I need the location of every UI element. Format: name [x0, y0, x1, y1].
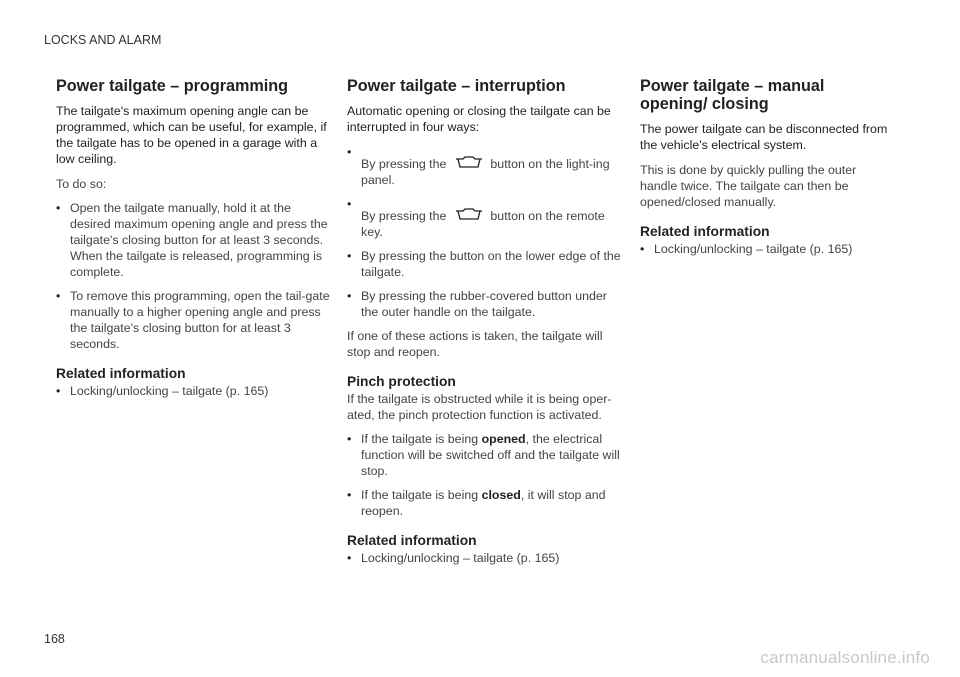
list-item — [347, 196, 625, 240]
lead-paragraph: Automatic opening or closing the tailgate can be interrupted in four ways: — [347, 104, 611, 134]
footer-watermark: carmanualsonline.info — [760, 648, 930, 667]
column-manual — [640, 77, 892, 265]
lead-paragraph: The tailgate's maximum opening angle can be programmed, which can be useful, for example, if the tailgate has to be opened in a garage with a low ceiling. — [56, 104, 327, 166]
bold-term: closed — [481, 488, 521, 502]
tailgate-icon — [454, 208, 484, 222]
bullet: • — [347, 197, 352, 211]
bullet-list — [347, 144, 625, 320]
body-paragraph: If the tailgate is obstructed while it is being oper-ated, the pinch protection function is activated. — [347, 392, 612, 422]
bullet: • — [640, 242, 645, 256]
related-list — [56, 383, 334, 399]
tailgate-icon — [454, 156, 484, 170]
bullet-list — [347, 431, 625, 519]
list-item — [347, 248, 625, 280]
list-item-text: By pressing the — [361, 209, 447, 223]
bullet: • — [347, 551, 352, 565]
bold-term: opened — [481, 432, 526, 446]
list-item-text: By pressing the button on the lower edge of the tailgate. — [361, 249, 621, 279]
body-paragraph: If one of these actions is taken, the tailgate will stop and reopen. — [347, 329, 603, 359]
bullet: • — [347, 145, 352, 159]
related-link[interactable] — [640, 241, 892, 257]
bullet: • — [56, 289, 61, 303]
list-item-text: To remove this programming, open the tail-gate manually to a higher opening angle and press the tailgate's closing button for at least 3 seconds. — [70, 289, 330, 351]
page-number: 168 — [44, 632, 65, 646]
section-title: Power tailgate – manual opening/ closing — [640, 77, 825, 113]
related-list — [347, 550, 625, 566]
lead-paragraph: The power tailgate can be disconnected from the vehicle's electrical system. — [640, 122, 888, 152]
related-link[interactable] — [347, 550, 625, 566]
section-header: LOCKS AND ALARM — [44, 33, 162, 47]
list-item-text: By pressing the — [361, 157, 447, 171]
list-item — [56, 288, 334, 352]
list-item — [347, 487, 625, 519]
bullet: • — [347, 488, 352, 502]
list-item-text: By pressing the rubber-covered button under the outer handle on the tailgate. — [361, 289, 607, 319]
bullet: • — [347, 289, 352, 303]
list-item-text: button on the remote key. — [361, 209, 605, 239]
list-item-text: button on the light-ing panel. — [361, 157, 610, 187]
section-title: Power tailgate – interruption — [347, 77, 566, 95]
bullet: • — [56, 384, 61, 398]
related-link-text[interactable]: Locking/unlocking – tailgate (p. 165) — [70, 384, 269, 398]
body-paragraph: This is done by quickly pulling the outer handle twice. The tailgate can then be opened/closed manually. — [640, 163, 857, 209]
list-item-text: , it will stop and reopen. — [361, 488, 606, 518]
bullet-list — [56, 200, 334, 352]
list-item-text: If the tailgate is being — [361, 432, 479, 446]
related-heading: Related information — [56, 366, 186, 381]
list-item — [347, 431, 625, 479]
bullet: • — [347, 432, 352, 446]
intro-text: To do so: — [56, 177, 107, 191]
bullet: • — [56, 201, 61, 215]
related-list — [640, 241, 892, 257]
column-interruption — [347, 77, 625, 574]
section-title: Power tailgate – programming — [56, 77, 289, 95]
list-item-text: If the tailgate is being — [361, 488, 479, 502]
related-heading: Related information — [640, 224, 770, 239]
column-programming — [56, 77, 334, 407]
related-link-text[interactable]: Locking/unlocking – tailgate (p. 165) — [654, 242, 853, 256]
related-link-text[interactable]: Locking/unlocking – tailgate (p. 165) — [361, 551, 560, 565]
list-item — [56, 200, 334, 280]
related-link[interactable] — [56, 383, 334, 399]
list-item-text: Open the tailgate manually, hold it at the desired maximum opening angle and press the tailgate's closing button for at least 3 seconds. When the tailgate is released, programming is complete. — [70, 201, 328, 279]
related-heading: Related information — [347, 533, 477, 548]
list-item — [347, 288, 625, 320]
pinch-heading: Pinch protection — [347, 374, 456, 389]
list-item — [347, 144, 625, 188]
bullet: • — [347, 249, 352, 263]
list-item-text: , the electrical function will be switched off and the tailgate will stop. — [361, 432, 620, 478]
